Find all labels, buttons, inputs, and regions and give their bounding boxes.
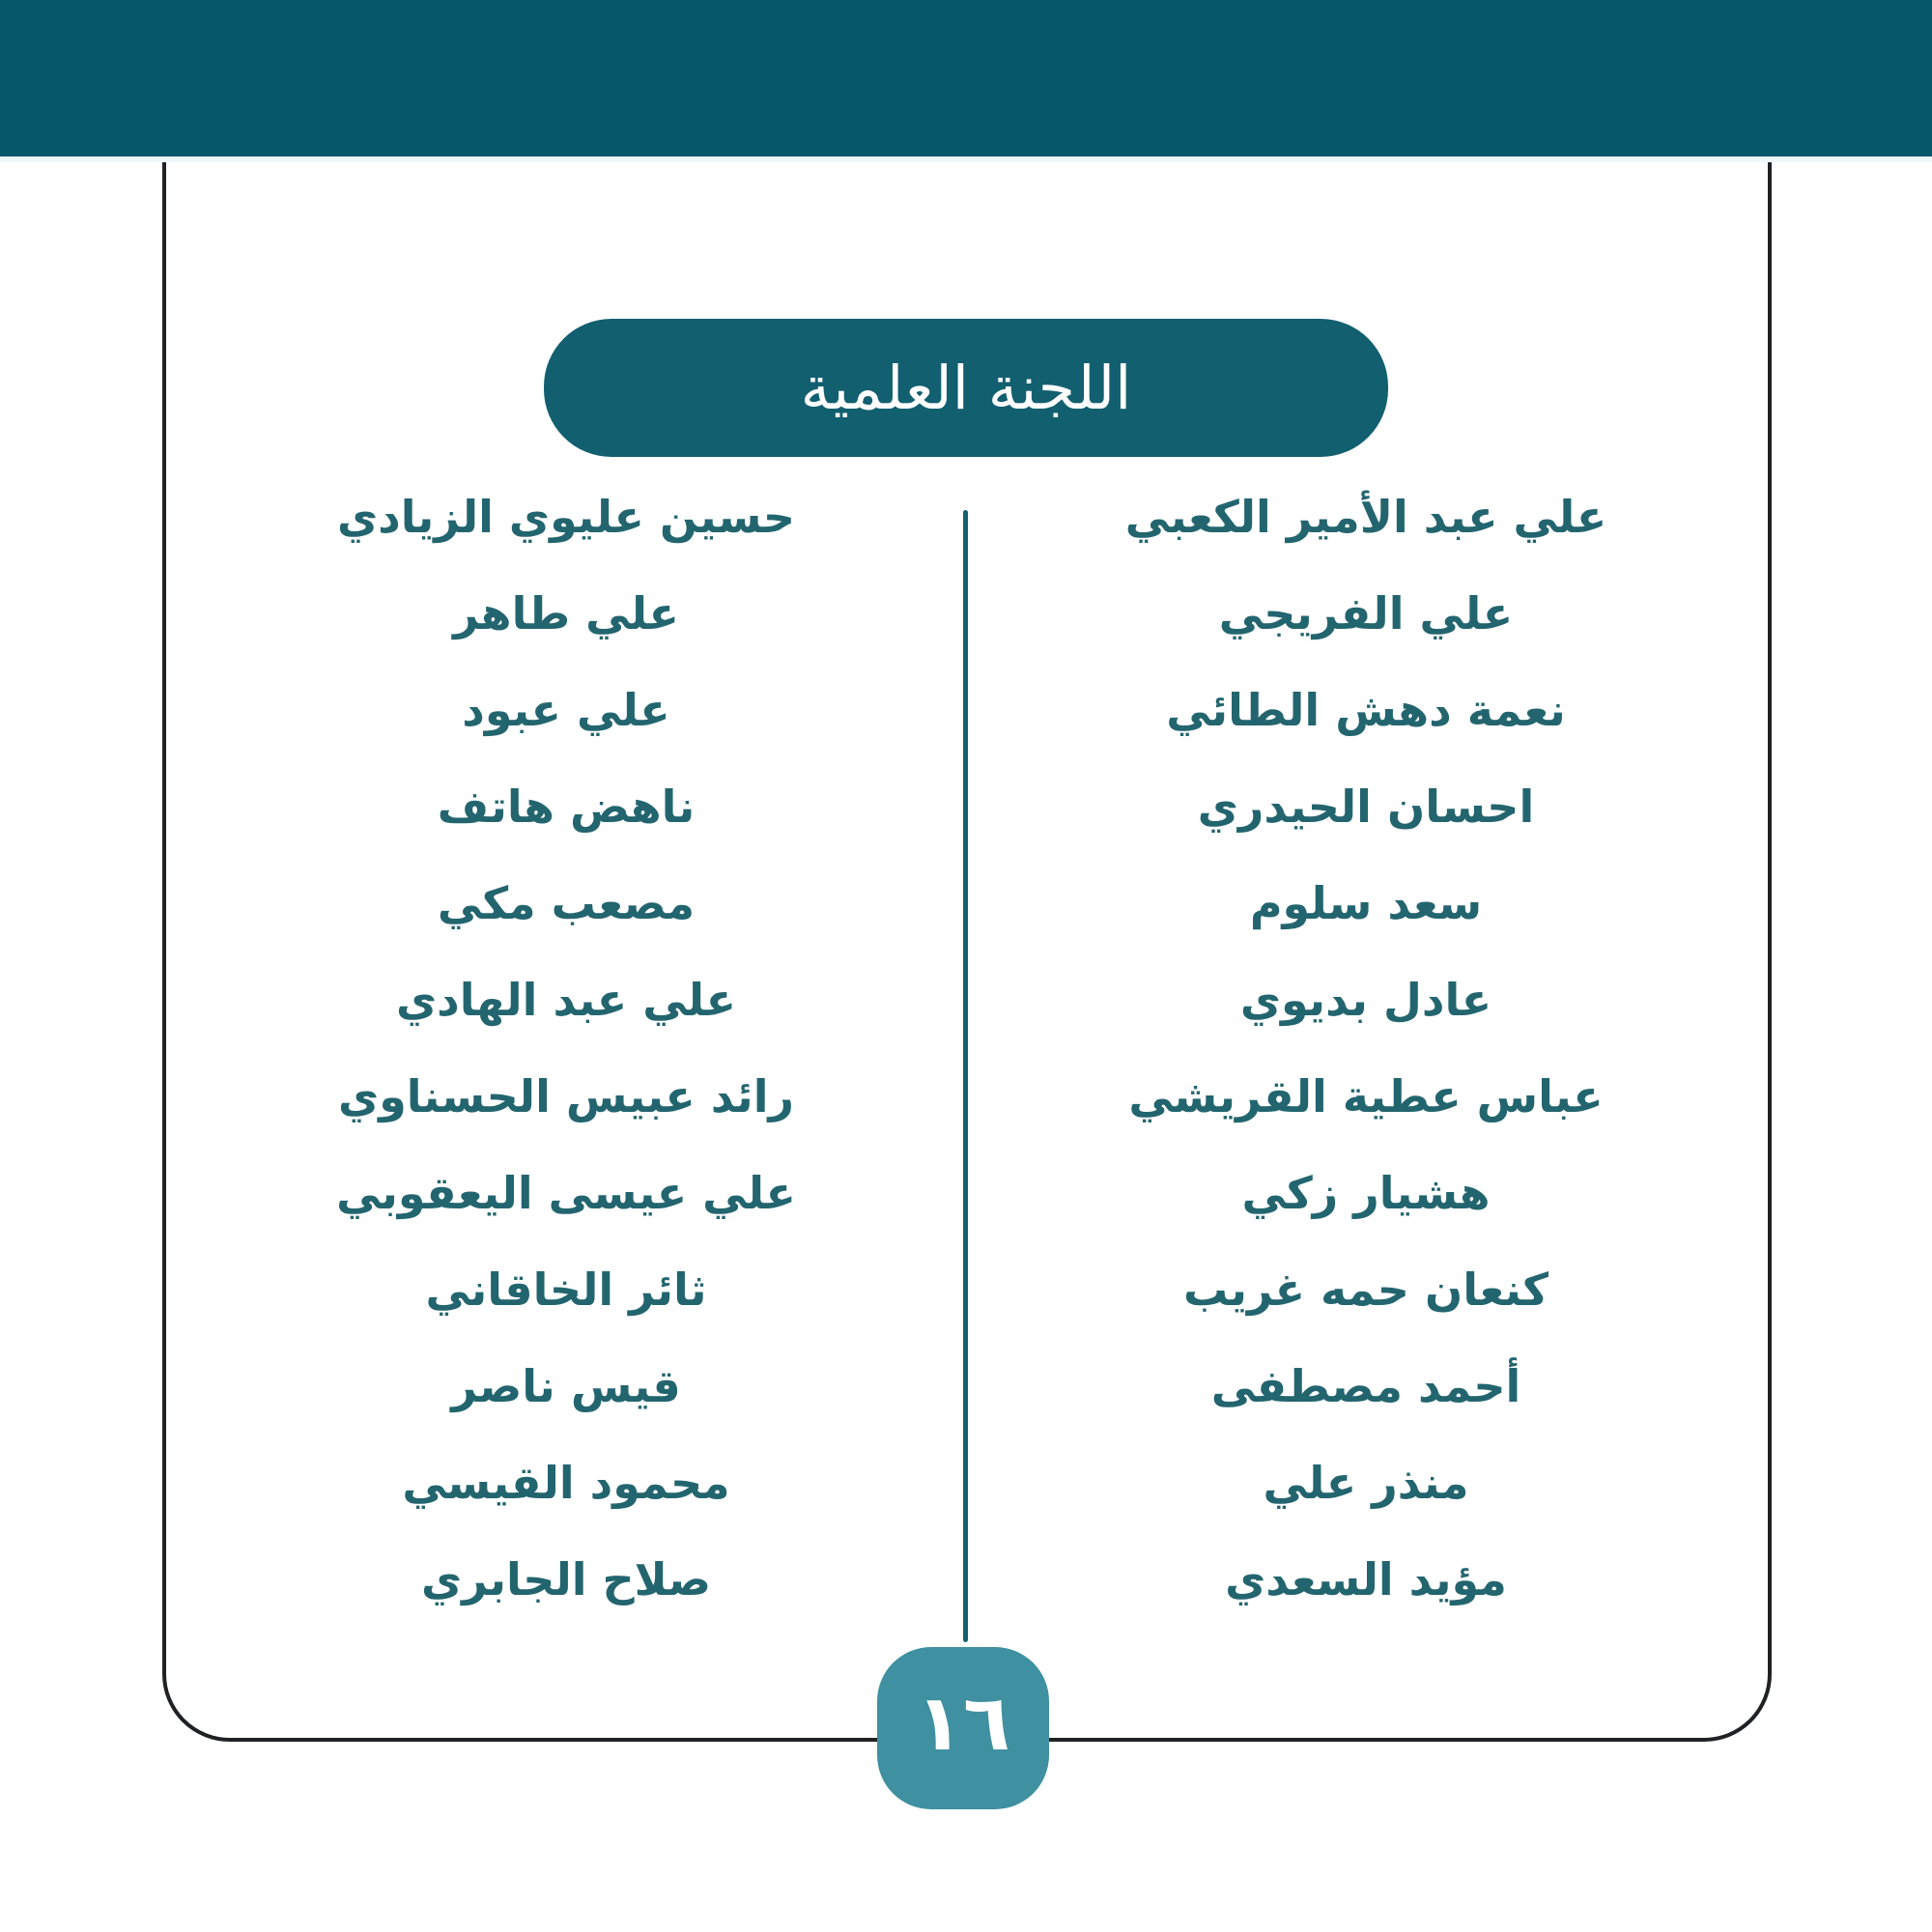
member-name: محمود القيسي [402,1457,730,1509]
list-item [968,1145,1764,1241]
list-item [968,1435,1764,1531]
member-name: نعمة دهش الطائي [1166,684,1566,736]
member-name: مؤيد السعدي [1225,1553,1507,1605]
list-item [168,855,964,952]
list-item [968,758,1764,855]
member-name: ثائر الخاقاني [425,1264,707,1316]
member-name: علي عبد الهادي [396,974,736,1026]
list-item [968,952,1764,1048]
list-item [968,855,1764,952]
member-name: عباس عطية القريشي [1128,1070,1604,1122]
top-bar-glow [0,156,1932,162]
list-item [168,1048,964,1145]
member-name: سعد سلوم [1249,877,1483,929]
list-item [968,1338,1764,1435]
section-title: اللجنة العلمية [800,353,1132,423]
member-name: ناهض هاتف [437,781,696,833]
list-item [968,662,1764,758]
left-column [168,469,964,1628]
member-name: علي طاهر [453,587,679,639]
member-name: كنعان حمه غريب [1183,1264,1548,1316]
member-name: هشيار زكي [1241,1167,1491,1219]
member-name: منذر علي [1263,1457,1469,1509]
list-item [168,662,964,758]
list-item [168,758,964,855]
member-name: علي عيسى اليعقوبي [336,1167,796,1219]
member-name: عادل بديوي [1239,974,1492,1026]
list-item [168,1531,964,1628]
member-name: قيس ناصر [451,1360,681,1412]
list-item [968,469,1764,565]
member-name: علي الفريجي [1218,587,1514,639]
list-item [968,1241,1764,1338]
list-item [168,1338,964,1435]
list-item [968,565,1764,662]
member-name: احسان الحيدري [1197,781,1535,833]
list-item [168,1435,964,1531]
member-name: رائد عبيس الحسناوي [338,1070,794,1122]
member-name: حسين عليوي الزيادي [336,491,796,543]
list-item [168,565,964,662]
member-name: علي عبود [462,684,670,736]
page-number-badge [877,1647,1049,1809]
top-header-bar [0,0,1932,156]
member-name: مصعب مكي [437,877,696,929]
list-item [968,1531,1764,1628]
member-name: أحمد مصطفى [1210,1360,1521,1412]
section-title-badge [544,319,1388,457]
list-item [968,1048,1764,1145]
list-item [168,1145,964,1241]
page-number: ١٦ [916,1677,1010,1768]
right-column [968,469,1764,1628]
member-name: علي عبد الأمير الكعبي [1124,491,1607,543]
list-item [168,469,964,565]
list-item [168,952,964,1048]
member-name: صلاح الجابري [420,1553,712,1605]
list-item [168,1241,964,1338]
